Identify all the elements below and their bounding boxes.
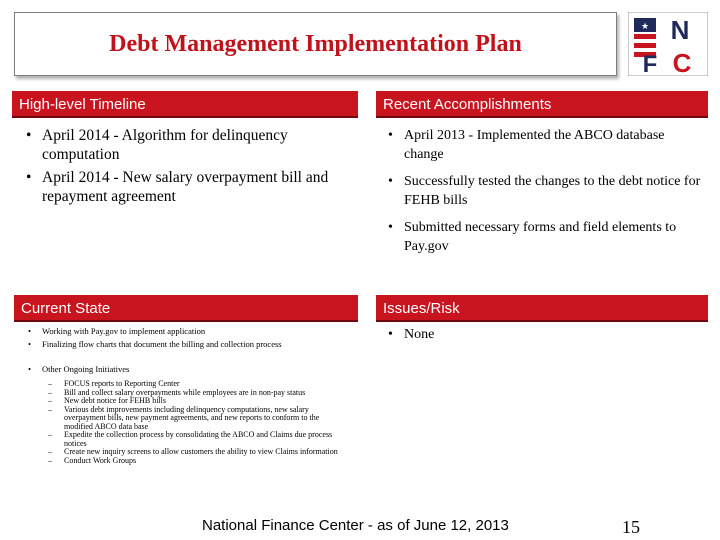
logo-letter-n: N xyxy=(670,15,690,45)
sub-list-item: – Expedite the collection process by consolidating the ABCO and Claims due process notices xyxy=(48,430,333,448)
issues-header: Issues/Risk xyxy=(376,295,708,322)
title-box xyxy=(14,12,617,76)
dash-icon: – xyxy=(48,455,52,465)
list-item: • Successfully tested the changes to the debt notice for FEHB bills xyxy=(388,174,701,208)
timeline-header: High-level Timeline xyxy=(12,91,358,118)
sub-list-item: – New debt notice for FEHB bills xyxy=(48,396,166,405)
list-item: • Submitted necessary forms and field elements to Pay.gov xyxy=(388,220,677,254)
bullet-icon: • xyxy=(26,127,32,144)
list-item: • None xyxy=(388,327,435,342)
bullet-icon: • xyxy=(28,339,31,349)
footer-text: National Finance Center - as of June 12, 2013 xyxy=(202,517,509,534)
bullet-icon: • xyxy=(28,326,31,336)
bullet-icon: • xyxy=(388,220,393,235)
list-item: • April 2014 - New salary overpayment bill and repayment agreement xyxy=(26,169,329,205)
current-state-list xyxy=(28,325,348,376)
bullet-icon: • xyxy=(28,364,31,374)
list-item: • Working with Pay.gov to implement application xyxy=(28,326,206,336)
accomplishments-list xyxy=(388,126,704,264)
dash-icon: – xyxy=(48,396,52,405)
logo-letter-f: F xyxy=(642,51,658,76)
accomplishments-header: Recent Accomplishments xyxy=(376,91,708,118)
nfc-logo xyxy=(628,12,708,76)
list-item: • April 2013 - Implemented the ABCO database change xyxy=(388,128,665,162)
bullet-icon: • xyxy=(388,128,393,143)
sub-list-item: – Bill and collect salary overpayments while employees are in non-pay status xyxy=(48,387,306,397)
dash-icon: – xyxy=(48,447,52,456)
current-state-header: Current State xyxy=(14,295,358,322)
svg-text:★: ★ xyxy=(640,22,650,32)
page-number: 15 xyxy=(622,517,640,537)
sub-list-item: – Create new inquiry screens to allow customers the ability to view Claims information xyxy=(48,447,338,456)
sub-list-item: – Various debt improvements including delinquency computations, new salary overpayment bills, new payment agreements, and new reports to conform to the modified ABCO data base xyxy=(48,404,320,431)
sub-list-item: – Conduct Work Groups xyxy=(48,455,137,465)
dash-icon: – xyxy=(48,430,52,439)
bullet-icon: • xyxy=(388,327,393,342)
list-item: • Finalizing flow charts that document the billing and collection process xyxy=(28,339,282,349)
list-item: • Other Ongoing Initiatives xyxy=(28,364,130,374)
issues-list xyxy=(388,325,688,344)
sub-list-item: – FOCUS reports to Reporting Center xyxy=(48,379,180,388)
timeline-list xyxy=(26,126,356,210)
dash-icon: – xyxy=(48,379,52,388)
logo-letter-c: C xyxy=(672,48,692,76)
bullet-icon: • xyxy=(388,174,393,189)
page-title: Debt Management Implementation Plan xyxy=(109,30,522,57)
bullet-icon: • xyxy=(26,169,32,186)
dash-icon: – xyxy=(48,404,52,414)
ongoing-initiatives-list xyxy=(48,380,338,465)
list-item: • April 2014 - Algorithm for delinquency computation xyxy=(26,127,288,163)
dash-icon: – xyxy=(48,387,52,397)
